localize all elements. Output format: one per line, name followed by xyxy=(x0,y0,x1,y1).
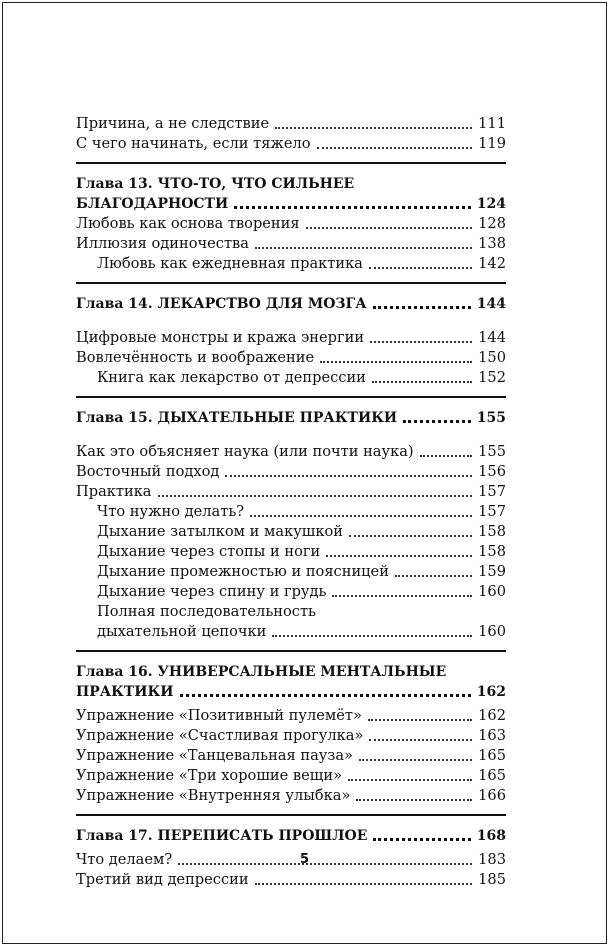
entry-page: 158 xyxy=(478,543,506,560)
entry-page: 165 xyxy=(478,747,506,764)
toc-subentry xyxy=(76,562,506,582)
entry-page: 128 xyxy=(478,215,506,232)
entry-title: Цифровые монстры и кража энергии xyxy=(76,329,365,346)
toc-entry xyxy=(76,134,506,154)
dot-leader xyxy=(306,227,473,229)
dot-leader xyxy=(369,739,472,741)
entry-page: 142 xyxy=(478,255,506,272)
dot-leader xyxy=(369,267,472,269)
entry-title: Восточный подход xyxy=(76,463,220,480)
chapter-title: Глава 14. ЛЕКАРСТВО ДЛЯ МОЗГА xyxy=(76,296,367,312)
entry-title: Упражнение «Три хорошие вещи» xyxy=(76,767,342,784)
entry-page: 111 xyxy=(478,115,506,132)
chapter-title: ПРАКТИКИ xyxy=(76,684,174,700)
chapter-heading-cont xyxy=(76,682,506,702)
book-page xyxy=(2,2,607,944)
entry-title: Что делаем? xyxy=(76,851,173,868)
toc-subentry xyxy=(76,622,506,642)
toc-entry xyxy=(76,870,506,890)
chapter-heading: Глава 16. УНИВЕРСАЛЬНЫЕ МЕНТАЛЬНЫЕ xyxy=(76,664,447,680)
chapter-page: 155 xyxy=(476,410,506,426)
entry-page: 155 xyxy=(478,443,506,460)
entry-title: Что нужно делать? xyxy=(97,503,245,520)
entry-page: 144 xyxy=(478,329,506,346)
entry-page: 185 xyxy=(478,871,506,888)
toc-entry xyxy=(76,234,506,254)
toc-entry xyxy=(76,114,506,134)
page-number: 5 xyxy=(299,852,310,867)
section-divider xyxy=(76,282,506,284)
chapter-page: 124 xyxy=(476,196,506,212)
chapter-page: 168 xyxy=(476,828,506,844)
entry-page: 152 xyxy=(478,369,506,386)
chapter-heading xyxy=(76,826,506,846)
chapter-heading xyxy=(76,294,506,314)
toc-entry xyxy=(76,348,506,368)
entry-page: 119 xyxy=(478,135,506,152)
toc-entry xyxy=(76,442,506,462)
entry-page: 162 xyxy=(478,707,506,724)
entry-title: Упражнение «Внутренняя улыбка» xyxy=(76,787,351,804)
dot-leader xyxy=(234,206,471,209)
chapter-heading xyxy=(76,408,506,428)
entry-page: 158 xyxy=(478,523,506,540)
entry-title: Любовь как ежедневная практика xyxy=(97,255,363,272)
dot-leader xyxy=(158,495,473,497)
section-divider xyxy=(76,396,506,398)
entry-page: 165 xyxy=(478,767,506,784)
dot-leader xyxy=(250,515,472,517)
entry-title: Дыхание через стопы и ноги xyxy=(97,543,321,560)
toc-entry xyxy=(76,328,506,348)
entry-page: 166 xyxy=(478,787,506,804)
toc-subentry xyxy=(76,542,506,562)
dot-leader xyxy=(320,361,472,363)
entry-title: Упражнение «Позитивный пулемёт» xyxy=(76,707,362,724)
chapter-heading-cont xyxy=(76,194,506,214)
dot-leader xyxy=(370,341,472,343)
entry-title: Дыхание затылком и макушкой xyxy=(97,523,343,540)
toc-entry xyxy=(76,726,506,746)
entry-title: Как это объясняет наука (или почти наука) xyxy=(76,443,414,460)
toc-subentry xyxy=(76,502,506,522)
dot-leader xyxy=(348,779,472,781)
dot-leader xyxy=(349,535,472,537)
dot-leader xyxy=(372,381,472,383)
table-of-contents xyxy=(76,114,506,890)
toc-entry xyxy=(76,746,506,766)
dot-leader xyxy=(272,635,472,637)
toc-subentry-line1: Полная последовательность xyxy=(97,603,316,620)
chapter-page: 162 xyxy=(476,684,506,700)
dot-leader xyxy=(373,838,470,841)
dot-leader xyxy=(225,475,472,477)
entry-title: Книга как лекарство от депрессии xyxy=(97,369,366,386)
entry-page: 163 xyxy=(478,727,506,744)
toc-entry xyxy=(76,766,506,786)
entry-title: Дыхание промежностью и поясницей xyxy=(97,563,389,580)
entry-title: Причина, а не следствие xyxy=(76,115,270,132)
entry-page: 183 xyxy=(478,851,506,868)
dot-leader xyxy=(373,306,471,309)
dot-leader xyxy=(356,799,472,801)
dot-leader xyxy=(255,883,473,885)
toc-entry xyxy=(76,706,506,726)
chapter-page: 144 xyxy=(476,296,506,312)
toc-entry xyxy=(76,786,506,806)
dot-leader xyxy=(359,759,472,761)
chapter-heading: Глава 13. ЧТО-ТО, ЧТО СИЛЬНЕЕ xyxy=(76,176,355,192)
toc-subentry xyxy=(76,582,506,602)
entry-title: С чего начинать, если тяжело xyxy=(76,135,311,152)
entry-title: дыхательной цепочки xyxy=(97,623,267,640)
entry-title: Упражнение «Танцевальная пауза» xyxy=(76,747,353,764)
entry-title: Дыхание через спину и грудь xyxy=(97,583,327,600)
dot-leader xyxy=(317,147,473,149)
entry-title: Вовлечённость и воображение xyxy=(76,349,315,366)
dot-leader xyxy=(368,719,472,721)
section-divider xyxy=(76,162,506,164)
toc-entry xyxy=(76,482,506,502)
entry-title: Третий вид депрессии xyxy=(76,871,249,888)
entry-title: Практика xyxy=(76,483,152,500)
entry-page: 138 xyxy=(478,235,506,252)
entry-page: 156 xyxy=(478,463,506,480)
toc-subentry xyxy=(76,522,506,542)
entry-page: 150 xyxy=(478,349,506,366)
dot-leader xyxy=(275,127,472,129)
dot-leader xyxy=(326,555,472,557)
entry-page: 160 xyxy=(478,583,506,600)
toc-subentry xyxy=(76,254,506,274)
dot-leader xyxy=(332,595,472,597)
entry-page: 157 xyxy=(478,503,506,520)
dot-leader xyxy=(403,420,471,423)
toc-subentry xyxy=(76,368,506,388)
chapter-title: Глава 17. ПЕРЕПИСАТЬ ПРОШЛОЕ xyxy=(76,828,368,844)
chapter-title: Глава 15. ДЫХАТЕЛЬНЫЕ ПРАКТИКИ xyxy=(76,410,398,426)
entry-title: Любовь как основа творения xyxy=(76,215,300,232)
entry-page: 157 xyxy=(478,483,506,500)
dot-leader xyxy=(395,575,472,577)
dot-leader xyxy=(420,455,473,457)
dot-leader xyxy=(180,694,471,697)
chapter-title: БЛАГОДАРНОСТИ xyxy=(76,196,229,212)
section-divider xyxy=(76,814,506,816)
entry-page: 160 xyxy=(478,623,506,640)
entry-title: Упражнение «Счастливая прогулка» xyxy=(76,727,364,744)
entry-page: 159 xyxy=(478,563,506,580)
dot-leader xyxy=(255,247,472,249)
toc-entry xyxy=(76,462,506,482)
section-divider xyxy=(76,650,506,652)
toc-entry xyxy=(76,214,506,234)
entry-title: Иллюзия одиночества xyxy=(76,235,249,252)
